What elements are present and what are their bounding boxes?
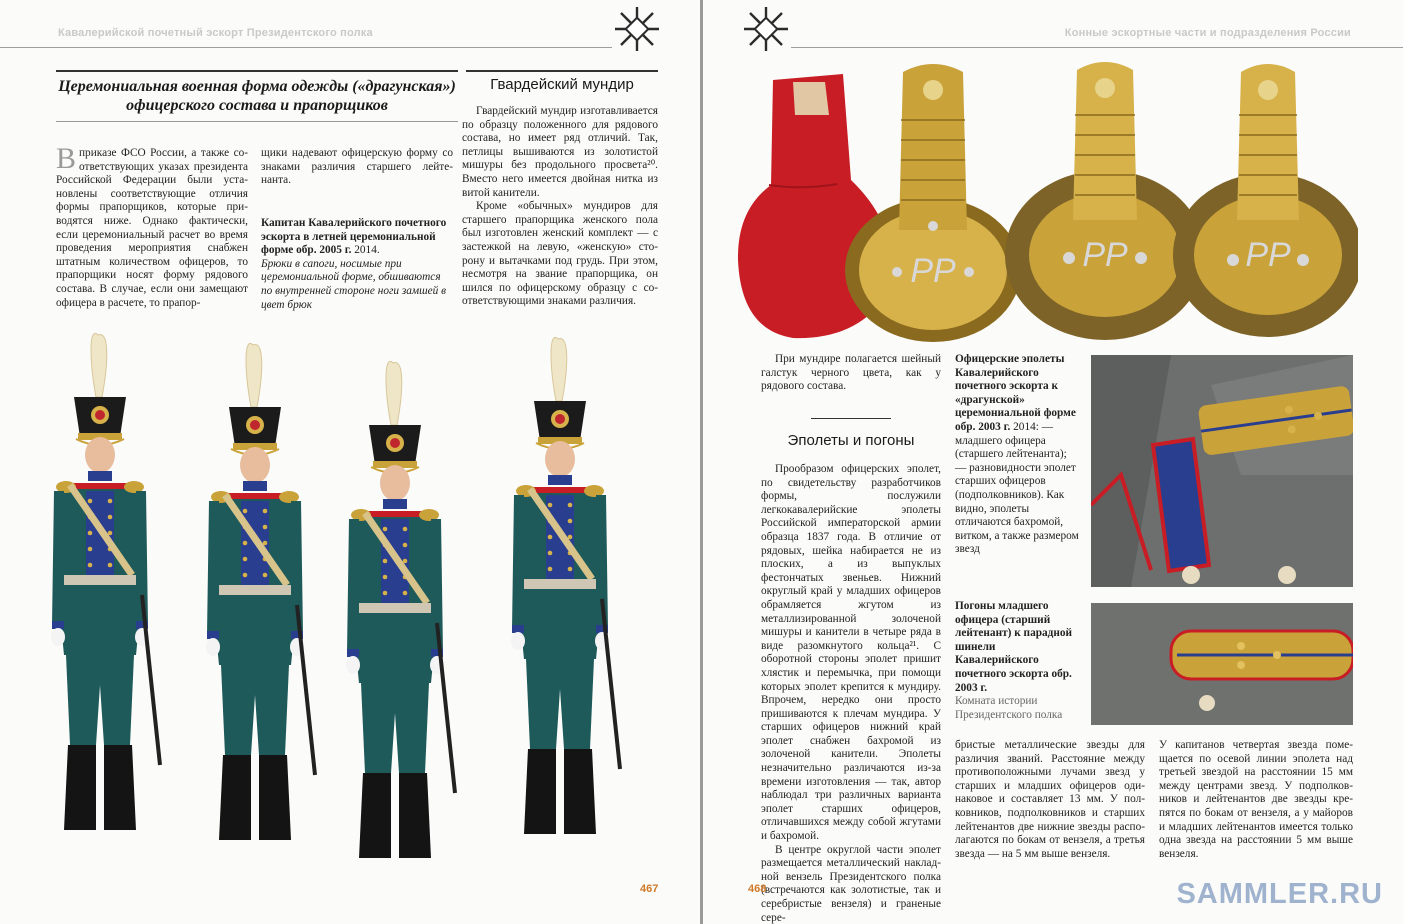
- regiment-emblem-icon: [612, 4, 662, 54]
- right-page: [703, 0, 1403, 924]
- caption-bold: Капитан Кавалерийского почетного эскорта в летней церемониальной форме обр. 2005 г.: [261, 217, 447, 257]
- figure-front: [511, 337, 620, 834]
- epaulettes-col2-text: бристые металлические звезды для различия званий. Расстояние между противоположными лучами звезд у старших и младших офицеров одинаковое и составляет 13 мм. У полковников, подполковников и старших лейтенантов две нижние звезды располагаются по бокам от вензеля, а третья звезда — на 5 мм выше вензеля.: [955, 739, 1145, 860]
- figure-caption: [261, 217, 453, 312]
- caption-epaulettes-rest: — младшего офицера (старшего лейтенанта); — разновидности эполет старших офицеров (подполковников). Как видно, эполеты отличаются бахромой, витком, а также размером звезд: [955, 420, 1079, 556]
- left-running-header: Кавалерийской почетный эскорт Президентского полка: [58, 27, 373, 39]
- site-watermark: SAMMLER.RU: [1176, 878, 1383, 910]
- regiment-emblem-icon-right: [741, 4, 791, 54]
- caption-boards-source: Комната истории Президентского полка: [955, 695, 1063, 721]
- section-epaulettes: [811, 418, 891, 431]
- left-page: [0, 0, 700, 924]
- shoulder-board-lower: [1171, 631, 1353, 679]
- epaulettes-column-1: [761, 463, 941, 924]
- intro-text-1: приказе ФСО России, а также соответствующих указах президента Российской Федерации были установлены соответствующие отличия формы прапорщиков, которые приводятся ниже. Однако фактически, если церемониальный расчет во время проведения мероприятия снабжен штатным количеством офицеров, то прапорщики носят форму рядового состава. В случае, если они замещают офицера в расчете, то прапор-: [56, 147, 248, 309]
- epaulettes-column-2: [955, 739, 1145, 861]
- caption-epaulettes: [955, 353, 1079, 557]
- caption-italic: Брюки в сапоги, носимые при церемониальной форме, обшиваются по внутренней стороне ноги замшей в цвет брюк: [261, 257, 447, 311]
- left-header-band: [0, 0, 700, 54]
- right-header-rule: [791, 47, 1403, 48]
- greatcoat-shoulder-photo: [1091, 603, 1353, 725]
- section-title-epaulettes: Эполеты и погоны: [787, 432, 915, 449]
- section-guard-tunic: [466, 70, 658, 93]
- epaulettes-p2: В центре округлой части эполет размещается металлический накладной вензель Президентского полка (встречаются как золотистые, так и серебристые вензеля) и граненые сере-: [761, 843, 941, 924]
- article-title: Церемониальная военная форма одежды («драгунская») офицерского состава и прапорщиков: [58, 78, 456, 114]
- section-guard-p2: Кроме «обычных» мундиров для старшего прапорщика женского пола был изготовлен женский комплект — с застежкой на левую, «женскую» сторону и вытачками под грудь. При этом, несмотря на звание прапорщика, он шился по офицерскому образцу с соответствующими знаками различия.: [462, 200, 658, 308]
- epaulettes-p1: Прообразом офицерских эполет, по свидетельству разработчиков формы, послужили легкокавалерийские эполеты Российской императорской армии образца 1837 года. В отличие от рядовых, шейка набирается не из плоских, а из выпуклых фестончатых звеньев. Нижний округлый край у младших офицеров обрамляется жгутом из металлизированной золоченой мишуры и канители в четыре ряда в виде разомкнутого кольца²¹. С оборотной стороны эполет пришит хлястик и перемычка, при помощи которых эполет крепится к мундиру. Впрочем, нередко они просто пришиваются к плечам мундира. У старших офицеров нижний край эполет снабжен бахромой из золоченой канители. Эполеты незначительно различаются из-за времени изготовления — так, автор наблюдал три различных варианта эполет старших офицеров, отличавшихся между собой жгутами и бахромой.: [761, 463, 941, 843]
- epaulettes-column-3: [1159, 739, 1353, 861]
- right-page-number: 468: [748, 883, 767, 895]
- figure-back: [346, 361, 455, 858]
- section-guard-p1: Гвардейский мундир изготавливается по образцу положенного для рядового состава, но имеет ряд отличий. Так, петлицы вышиваются из золотистой мишуры без продольного просвета²⁰. Вместо него имеется двойная нитка из витой канители.: [462, 105, 658, 199]
- left-page-number: 467: [640, 883, 659, 895]
- intro-column-2: [261, 147, 453, 188]
- greatcoat-collar-photo: [1091, 355, 1353, 587]
- tie-text: [761, 353, 941, 394]
- section-guard-text: [462, 105, 658, 309]
- intro-text-2: щики надевают офицерскую форму со знаками различия старшего лейтенанта.: [261, 147, 453, 187]
- epaulette-senior-officer-2: [1173, 64, 1358, 337]
- right-running-header: Конные эскортные части и подразделения России: [1064, 27, 1351, 39]
- right-header-band: [703, 0, 1403, 54]
- figure-three-quarter: [206, 343, 315, 840]
- epaulette-junior-officer: [845, 64, 1021, 342]
- caption-epaulettes-bold: Офицерские эполеты Кавалерийского почетного эскорта к «драгунской» церемониальной форме обр. 2003 г.: [955, 353, 1076, 433]
- epaulette-senior-officer-1: [1005, 62, 1205, 340]
- left-header-rule: [0, 47, 612, 48]
- caption-shoulder-boards: [955, 600, 1079, 722]
- caption-year: 2014.: [351, 244, 380, 257]
- svg-text:PP: PP: [910, 252, 956, 290]
- uniform-figures-photo: [40, 325, 680, 870]
- intro-column-1: [56, 142, 248, 310]
- article-title-block: [56, 70, 458, 122]
- intro-dropcap: В: [56, 142, 77, 175]
- epaulettes-col3-text: У капитанов четвертая звезда помещается по осевой линии эполета над третьей звездой на расстоянии 15 мм между центрами звезд. У подполковников и лейтенантов две звезды крепятся по бокам от вензеля, а у майоров и младших лейтенантов имеется только одна звезда на расстоянии 5 мм выше вензеля.: [1159, 739, 1353, 860]
- section-title-guard: Гвардейский мундир: [490, 76, 634, 93]
- caption-boards-bold: Погоны младшего офицера (старший лейтенант) к парадной шинели Кавалерийского почетного эскорта обр. 2003 г.: [955, 600, 1073, 694]
- tie-paragraph: При мундире полагается шейный галстук черного цвета, как у рядового состава.: [761, 353, 941, 393]
- svg-text:PP: PP: [1082, 236, 1128, 274]
- caption-epaulettes-year: 2014:: [1010, 420, 1039, 433]
- figure-profile-left: [51, 333, 160, 830]
- epaulettes-photo: [733, 60, 1358, 345]
- svg-text:PP: PP: [1245, 236, 1291, 274]
